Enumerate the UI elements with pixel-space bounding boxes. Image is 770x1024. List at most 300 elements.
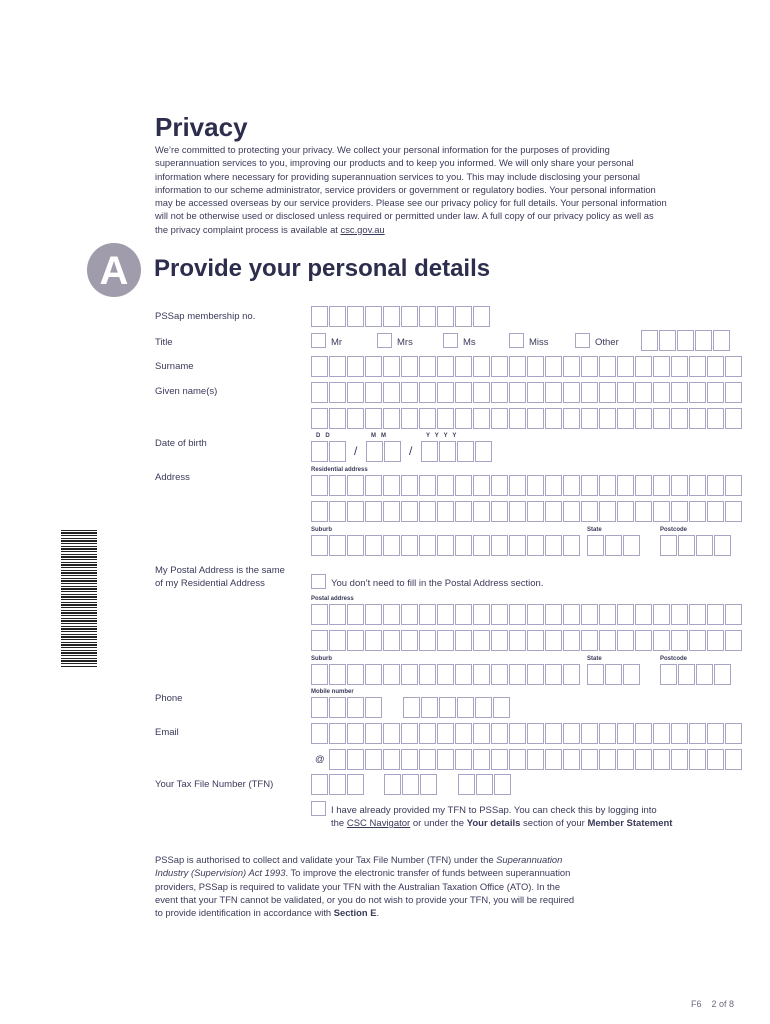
character-box[interactable] (329, 604, 346, 625)
character-box[interactable] (491, 408, 508, 429)
character-box[interactable] (617, 382, 634, 403)
character-box[interactable] (587, 535, 604, 556)
character-box[interactable] (329, 723, 346, 744)
character-box[interactable] (419, 664, 436, 685)
character-box[interactable] (419, 475, 436, 496)
character-box[interactable] (383, 535, 400, 556)
character-box[interactable] (455, 408, 472, 429)
character-box[interactable] (419, 535, 436, 556)
character-box[interactable] (660, 664, 677, 685)
character-box[interactable] (329, 356, 346, 377)
character-box[interactable] (419, 630, 436, 651)
character-box[interactable] (347, 356, 364, 377)
character-box[interactable] (491, 382, 508, 403)
character-box[interactable] (473, 630, 490, 651)
csc-link[interactable]: csc.gov.au (340, 223, 385, 235)
character-box[interactable] (527, 749, 544, 770)
character-box[interactable] (581, 630, 598, 651)
character-box[interactable] (419, 408, 436, 429)
title-other-checkbox[interactable] (575, 333, 590, 348)
character-box[interactable] (623, 535, 640, 556)
character-box[interactable] (509, 382, 526, 403)
character-box[interactable] (329, 501, 346, 522)
character-box[interactable] (671, 604, 688, 625)
character-box[interactable] (455, 501, 472, 522)
character-box[interactable] (401, 723, 418, 744)
character-box[interactable] (545, 535, 562, 556)
character-box[interactable] (599, 408, 616, 429)
character-box[interactable] (581, 356, 598, 377)
character-box[interactable] (527, 630, 544, 651)
character-box[interactable] (383, 664, 400, 685)
character-box[interactable] (707, 382, 724, 403)
character-box[interactable] (365, 723, 382, 744)
character-box[interactable] (653, 356, 670, 377)
character-box[interactable] (439, 441, 456, 462)
character-box[interactable] (599, 356, 616, 377)
character-box[interactable] (617, 501, 634, 522)
character-box[interactable] (678, 535, 695, 556)
character-box[interactable] (581, 475, 598, 496)
character-box[interactable] (401, 356, 418, 377)
character-box[interactable] (439, 697, 456, 718)
character-box[interactable] (419, 749, 436, 770)
character-box[interactable] (545, 501, 562, 522)
character-box[interactable] (707, 501, 724, 522)
character-box[interactable] (641, 330, 658, 351)
character-box[interactable] (605, 535, 622, 556)
character-box[interactable] (365, 535, 382, 556)
character-box[interactable] (437, 630, 454, 651)
character-box[interactable] (581, 408, 598, 429)
character-box[interactable] (653, 723, 670, 744)
character-box[interactable] (311, 356, 328, 377)
character-box[interactable] (707, 408, 724, 429)
character-box[interactable] (635, 749, 652, 770)
character-box[interactable] (563, 604, 580, 625)
character-box[interactable] (491, 664, 508, 685)
character-box[interactable] (473, 604, 490, 625)
character-box[interactable] (635, 475, 652, 496)
character-box[interactable] (707, 475, 724, 496)
character-box[interactable] (455, 356, 472, 377)
character-box[interactable] (402, 774, 419, 795)
character-box[interactable] (347, 475, 364, 496)
character-box[interactable] (347, 604, 364, 625)
character-box[interactable] (365, 749, 382, 770)
character-box[interactable] (458, 774, 475, 795)
character-box[interactable] (473, 501, 490, 522)
character-box[interactable] (581, 723, 598, 744)
postal-same-checkbox[interactable] (311, 574, 326, 589)
character-box[interactable] (311, 408, 328, 429)
character-box[interactable] (725, 604, 742, 625)
character-box[interactable] (689, 723, 706, 744)
character-box[interactable] (475, 697, 492, 718)
title-miss-checkbox[interactable] (509, 333, 524, 348)
character-box[interactable] (527, 604, 544, 625)
character-box[interactable] (545, 408, 562, 429)
character-box[interactable] (671, 749, 688, 770)
character-box[interactable] (311, 604, 328, 625)
character-box[interactable] (617, 604, 634, 625)
character-box[interactable] (401, 749, 418, 770)
character-box[interactable] (527, 535, 544, 556)
postal-postcode-input[interactable] (660, 664, 732, 686)
postal-suburb-input[interactable] (311, 664, 581, 686)
tfn-provided-checkbox[interactable] (311, 801, 326, 816)
character-box[interactable] (563, 630, 580, 651)
character-box[interactable] (455, 630, 472, 651)
postal-address-input-2[interactable] (311, 630, 743, 652)
character-box[interactable] (421, 441, 438, 462)
character-box[interactable] (491, 356, 508, 377)
character-box[interactable] (545, 475, 562, 496)
character-box[interactable] (623, 664, 640, 685)
character-box[interactable] (563, 475, 580, 496)
character-box[interactable] (311, 535, 328, 556)
character-box[interactable] (660, 535, 677, 556)
postal-state-input[interactable] (587, 664, 641, 686)
character-box[interactable] (545, 749, 562, 770)
character-box[interactable] (311, 664, 328, 685)
character-box[interactable] (509, 630, 526, 651)
character-box[interactable] (365, 356, 382, 377)
character-box[interactable] (419, 356, 436, 377)
character-box[interactable] (401, 535, 418, 556)
character-box[interactable] (383, 356, 400, 377)
character-box[interactable] (671, 501, 688, 522)
character-box[interactable] (617, 475, 634, 496)
character-box[interactable] (473, 535, 490, 556)
character-box[interactable] (563, 535, 580, 556)
character-box[interactable] (527, 501, 544, 522)
character-box[interactable] (635, 408, 652, 429)
character-box[interactable] (563, 664, 580, 685)
character-box[interactable] (365, 382, 382, 403)
character-box[interactable] (689, 501, 706, 522)
character-box[interactable] (455, 382, 472, 403)
character-box[interactable] (545, 604, 562, 625)
character-box[interactable] (659, 330, 676, 351)
character-box[interactable] (527, 664, 544, 685)
residential-suburb-input[interactable] (311, 535, 581, 557)
character-box[interactable] (329, 749, 346, 770)
character-box[interactable] (599, 723, 616, 744)
character-box[interactable] (545, 723, 562, 744)
character-box[interactable] (401, 501, 418, 522)
character-box[interactable] (455, 664, 472, 685)
character-box[interactable] (725, 408, 742, 429)
character-box[interactable] (509, 749, 526, 770)
character-box[interactable] (383, 723, 400, 744)
character-box[interactable] (671, 475, 688, 496)
character-box[interactable] (563, 723, 580, 744)
character-box[interactable] (509, 475, 526, 496)
character-box[interactable] (527, 723, 544, 744)
character-box[interactable] (563, 356, 580, 377)
character-box[interactable] (473, 475, 490, 496)
given-name-input-1[interactable] (311, 382, 743, 404)
character-box[interactable] (581, 749, 598, 770)
character-box[interactable] (599, 382, 616, 403)
character-box[interactable] (653, 604, 670, 625)
character-box[interactable] (563, 501, 580, 522)
character-box[interactable] (473, 749, 490, 770)
character-box[interactable] (347, 501, 364, 522)
character-box[interactable] (347, 723, 364, 744)
character-box[interactable] (563, 749, 580, 770)
character-box[interactable] (635, 356, 652, 377)
character-box[interactable] (599, 501, 616, 522)
tfn-input-part-3[interactable] (458, 774, 512, 796)
character-box[interactable] (527, 475, 544, 496)
character-box[interactable] (653, 749, 670, 770)
character-box[interactable] (437, 382, 454, 403)
character-box[interactable] (329, 441, 346, 462)
character-box[interactable] (581, 501, 598, 522)
character-box[interactable] (329, 664, 346, 685)
character-box[interactable] (329, 774, 346, 795)
character-box[interactable] (311, 501, 328, 522)
character-box[interactable] (347, 306, 364, 327)
character-box[interactable] (329, 535, 346, 556)
character-box[interactable] (437, 356, 454, 377)
character-box[interactable] (713, 330, 730, 351)
character-box[interactable] (419, 306, 436, 327)
character-box[interactable] (689, 749, 706, 770)
character-box[interactable] (653, 475, 670, 496)
character-box[interactable] (455, 723, 472, 744)
character-box[interactable] (707, 723, 724, 744)
character-box[interactable] (437, 475, 454, 496)
character-box[interactable] (563, 408, 580, 429)
character-box[interactable] (635, 382, 652, 403)
character-box[interactable] (671, 630, 688, 651)
character-box[interactable] (365, 630, 382, 651)
character-box[interactable] (473, 664, 490, 685)
character-box[interactable] (599, 475, 616, 496)
character-box[interactable] (365, 475, 382, 496)
character-box[interactable] (545, 356, 562, 377)
character-box[interactable] (714, 535, 731, 556)
membership-input[interactable] (311, 306, 491, 328)
character-box[interactable] (419, 501, 436, 522)
character-box[interactable] (455, 749, 472, 770)
character-box[interactable] (457, 697, 474, 718)
character-box[interactable] (617, 356, 634, 377)
character-box[interactable] (311, 441, 328, 462)
residential-address-input-1[interactable] (311, 475, 743, 497)
character-box[interactable] (384, 774, 401, 795)
character-box[interactable] (347, 664, 364, 685)
character-box[interactable] (725, 356, 742, 377)
character-box[interactable] (581, 382, 598, 403)
character-box[interactable] (678, 664, 695, 685)
character-box[interactable] (437, 723, 454, 744)
title-other-input[interactable] (641, 330, 731, 352)
character-box[interactable] (509, 604, 526, 625)
character-box[interactable] (329, 475, 346, 496)
character-box[interactable] (725, 723, 742, 744)
character-box[interactable] (401, 604, 418, 625)
character-box[interactable] (311, 774, 328, 795)
character-box[interactable] (457, 441, 474, 462)
phone-input-part-2[interactable] (403, 697, 511, 719)
character-box[interactable] (437, 664, 454, 685)
character-box[interactable] (401, 306, 418, 327)
character-box[interactable] (311, 382, 328, 403)
character-box[interactable] (605, 664, 622, 685)
character-box[interactable] (635, 604, 652, 625)
dob-month-input[interactable] (366, 441, 402, 463)
character-box[interactable] (707, 604, 724, 625)
character-box[interactable] (473, 356, 490, 377)
character-box[interactable] (491, 604, 508, 625)
character-box[interactable] (527, 356, 544, 377)
character-box[interactable] (384, 441, 401, 462)
character-box[interactable] (365, 697, 382, 718)
character-box[interactable] (725, 749, 742, 770)
tfn-input-part-2[interactable] (384, 774, 438, 796)
character-box[interactable] (365, 664, 382, 685)
character-box[interactable] (599, 604, 616, 625)
character-box[interactable] (401, 408, 418, 429)
character-box[interactable] (420, 774, 437, 795)
character-box[interactable] (617, 630, 634, 651)
character-box[interactable] (545, 664, 562, 685)
character-box[interactable] (383, 630, 400, 651)
character-box[interactable] (437, 306, 454, 327)
character-box[interactable] (689, 382, 706, 403)
character-box[interactable] (437, 604, 454, 625)
character-box[interactable] (383, 306, 400, 327)
residential-address-input-2[interactable] (311, 501, 743, 523)
character-box[interactable] (437, 749, 454, 770)
character-box[interactable] (707, 356, 724, 377)
character-box[interactable] (587, 664, 604, 685)
character-box[interactable] (563, 382, 580, 403)
surname-input[interactable] (311, 356, 743, 378)
character-box[interactable] (635, 630, 652, 651)
character-box[interactable] (671, 382, 688, 403)
character-box[interactable] (545, 382, 562, 403)
character-box[interactable] (509, 356, 526, 377)
character-box[interactable] (419, 604, 436, 625)
character-box[interactable] (689, 604, 706, 625)
character-box[interactable] (491, 475, 508, 496)
character-box[interactable] (491, 501, 508, 522)
character-box[interactable] (491, 630, 508, 651)
character-box[interactable] (599, 630, 616, 651)
dob-day-input[interactable] (311, 441, 347, 463)
character-box[interactable] (581, 604, 598, 625)
character-box[interactable] (383, 408, 400, 429)
character-box[interactable] (696, 664, 713, 685)
character-box[interactable] (311, 630, 328, 651)
character-box[interactable] (329, 697, 346, 718)
character-box[interactable] (671, 356, 688, 377)
character-box[interactable] (689, 630, 706, 651)
csc-navigator-link[interactable]: CSC Navigator (346, 818, 411, 829)
character-box[interactable] (493, 697, 510, 718)
character-box[interactable] (653, 408, 670, 429)
character-box[interactable] (383, 749, 400, 770)
email-input-1[interactable] (311, 723, 743, 745)
title-ms-checkbox[interactable] (443, 333, 458, 348)
character-box[interactable] (421, 697, 438, 718)
character-box[interactable] (491, 535, 508, 556)
phone-input-part-1[interactable] (311, 697, 383, 719)
character-box[interactable] (617, 723, 634, 744)
character-box[interactable] (473, 408, 490, 429)
character-box[interactable] (707, 749, 724, 770)
character-box[interactable] (473, 382, 490, 403)
character-box[interactable] (671, 408, 688, 429)
character-box[interactable] (545, 630, 562, 651)
character-box[interactable] (329, 306, 346, 327)
character-box[interactable] (347, 630, 364, 651)
character-box[interactable] (725, 630, 742, 651)
character-box[interactable] (476, 774, 493, 795)
character-box[interactable] (689, 475, 706, 496)
character-box[interactable] (475, 441, 492, 462)
character-box[interactable] (677, 330, 694, 351)
character-box[interactable] (383, 475, 400, 496)
character-box[interactable] (617, 749, 634, 770)
character-box[interactable] (365, 604, 382, 625)
character-box[interactable] (311, 723, 328, 744)
character-box[interactable] (437, 535, 454, 556)
character-box[interactable] (401, 664, 418, 685)
residential-postcode-input[interactable] (660, 535, 732, 557)
character-box[interactable] (383, 604, 400, 625)
given-name-input-2[interactable] (311, 408, 743, 430)
character-box[interactable] (383, 501, 400, 522)
character-box[interactable] (653, 630, 670, 651)
title-mrs-checkbox[interactable] (377, 333, 392, 348)
character-box[interactable] (455, 475, 472, 496)
character-box[interactable] (689, 356, 706, 377)
character-box[interactable] (509, 408, 526, 429)
character-box[interactable] (347, 774, 364, 795)
character-box[interactable] (329, 382, 346, 403)
character-box[interactable] (527, 382, 544, 403)
title-mr-checkbox[interactable] (311, 333, 326, 348)
character-box[interactable] (329, 630, 346, 651)
character-box[interactable] (617, 408, 634, 429)
character-box[interactable] (714, 664, 731, 685)
character-box[interactable] (509, 501, 526, 522)
email-input-2[interactable] (329, 749, 743, 771)
character-box[interactable] (347, 408, 364, 429)
character-box[interactable] (419, 723, 436, 744)
character-box[interactable] (311, 697, 328, 718)
character-box[interactable] (509, 535, 526, 556)
character-box[interactable] (419, 382, 436, 403)
character-box[interactable] (401, 382, 418, 403)
residential-state-input[interactable] (587, 535, 641, 557)
character-box[interactable] (509, 664, 526, 685)
character-box[interactable] (527, 408, 544, 429)
tfn-input-part-1[interactable] (311, 774, 365, 796)
character-box[interactable] (455, 306, 472, 327)
character-box[interactable] (696, 535, 713, 556)
character-box[interactable] (365, 501, 382, 522)
character-box[interactable] (401, 475, 418, 496)
character-box[interactable] (311, 475, 328, 496)
character-box[interactable] (365, 408, 382, 429)
